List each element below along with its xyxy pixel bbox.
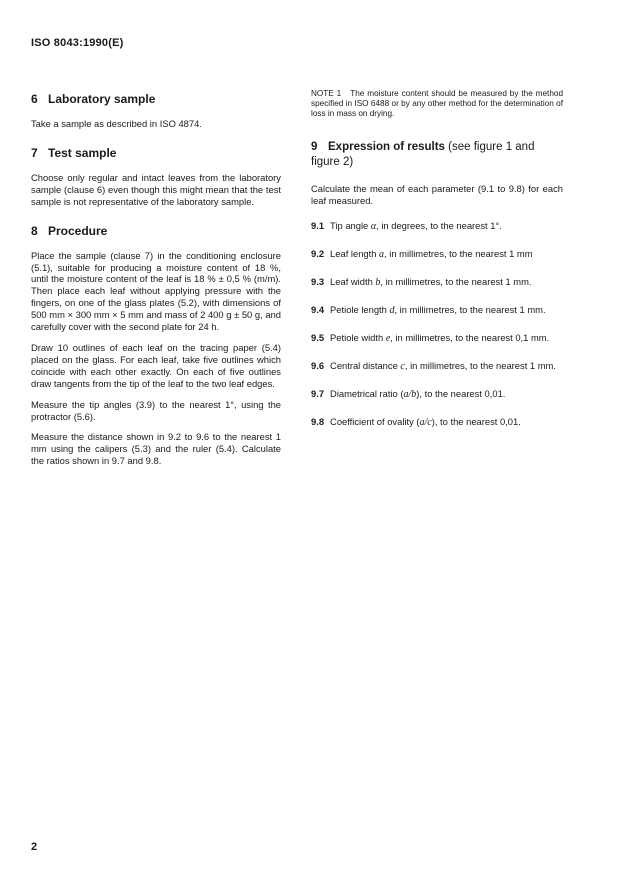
- result-item-text: Petiole length: [330, 304, 390, 316]
- section-7-title: Test sample: [48, 145, 117, 160]
- result-item: [311, 332, 563, 345]
- result-item-number: 9.5: [311, 332, 325, 344]
- result-item-text: Coefficient of ovality (: [330, 415, 420, 427]
- result-item-text: ), to the nearest 0,01.: [416, 387, 506, 399]
- result-item-text: , in millimetres, to the nearest 1 mm.: [404, 359, 556, 371]
- result-item-symbol: α: [370, 221, 377, 233]
- procedure-paragraph: Measure the tip angles (3.9) to the nearest 1°, using the protractor (5.6).: [31, 398, 281, 422]
- right-column: [311, 89, 563, 444]
- section-8-title: Procedure: [48, 223, 108, 238]
- result-item-symbol: c: [400, 360, 405, 372]
- result-item-text: , in degrees, to the nearest 1°.: [376, 220, 502, 232]
- section-7-text: Choose only regular and intact leaves from the laboratory sample (clause 6) even though this might mean that the test sample is not representative of the laboratory sample.: [31, 171, 281, 207]
- procedure-paragraph: Draw 10 outlines of each leaf on the tracing paper (5.4) placed on the glass. For each leaf, take five outlines which coincide with each other exactly. On each of five outlines draw tangents from the tip of the leaf to the two leaf edges.: [31, 341, 281, 389]
- result-item-text: ), to the nearest 0,01.: [431, 415, 521, 427]
- result-item-text: Petiole width: [330, 332, 386, 344]
- result-item: [311, 360, 563, 373]
- result-item-text: Diametrical ratio (: [330, 387, 404, 399]
- section-6-text: Take a sample as described in ISO 4874.: [31, 118, 202, 129]
- section-8-heading: [31, 224, 281, 239]
- section-9-number: 9: [311, 140, 318, 153]
- result-item-number: 9.7: [311, 387, 325, 399]
- result-item-text: , in millimetres, to the nearest 1 mm.: [394, 304, 546, 316]
- result-item-text: Central distance: [330, 359, 401, 371]
- section-8: [31, 224, 281, 468]
- procedure-paragraph: Measure the distance shown in 9.2 to 9.6 to the nearest 1 mm using the calipers (5.3) and the ruler (5.4). Calculate the ratios shown in 9.7 and 9.8.: [31, 431, 281, 467]
- result-item: [311, 388, 563, 401]
- section-9-title-reference: (see figure 1 and figure 2): [311, 140, 535, 168]
- left-column: [31, 92, 281, 483]
- result-item-symbol: a/b: [403, 388, 417, 400]
- section-6-title: Laboratory sample: [48, 92, 156, 106]
- result-item-number: 9.3: [311, 276, 325, 288]
- result-item-symbol: a/c: [419, 416, 432, 428]
- result-items: [311, 220, 563, 428]
- section-7-number: 7: [31, 145, 38, 160]
- result-item-text: Tip angle: [330, 220, 371, 232]
- section-6: [31, 92, 281, 130]
- section-7: [31, 146, 281, 208]
- note-label: NOTE 1: [311, 89, 342, 98]
- document-header: ISO 8043:1990(E): [31, 37, 124, 49]
- result-item-symbol: a: [379, 249, 385, 261]
- result-item-symbol: b: [375, 277, 381, 289]
- result-item: [311, 276, 563, 289]
- section-8-number: 8: [31, 223, 38, 238]
- section-6-heading: [31, 92, 281, 107]
- result-item-text: , in millimetres, to the nearest 0,1 mm.: [390, 332, 550, 344]
- result-item-number: 9.2: [311, 248, 325, 260]
- section-9-intro: Calculate the mean of each parameter (9.1 to 9.8) for each leaf measured.: [311, 182, 563, 206]
- section-9-title: Expression of results: [328, 140, 445, 153]
- result-item-symbol: d: [389, 305, 395, 317]
- result-item: [311, 416, 563, 429]
- result-item-number: 9.4: [311, 304, 325, 316]
- result-item-text: Leaf length: [330, 248, 380, 260]
- section-9-heading: [311, 140, 563, 170]
- result-item-number: 9.1: [311, 220, 325, 232]
- result-item-number: 9.8: [311, 415, 325, 427]
- procedure-paragraph: Place the sample (clause 7) in the conditioning enclosure (5.1), suitable for producing a moisture content of 18 %, until the moisture content of the leaf is 18 % ± 0,5 % (m/m). Then place each leaf without applying pressure with the fingers, on one of the glass plates (5.2), with dimensions of 500 mm × 300 mm × 5 mm and mass of 2 400 g ± 50 g, and carefully cover with the second plate for 24 h.: [31, 249, 281, 333]
- result-item-number: 9.6: [311, 359, 325, 371]
- result-item: [311, 220, 563, 233]
- section-7-heading: [31, 146, 281, 161]
- note-text: The moisture content should be measured by the method specified in ISO 6488 or by any other method for the determination of loss in mass on drying.: [311, 89, 563, 119]
- result-item-text: , in millimetres, to the nearest 1 mm: [384, 248, 533, 260]
- result-item-text: , in millimetres, to the nearest 1 mm.: [380, 276, 532, 288]
- note-1: [311, 89, 563, 120]
- result-item: [311, 248, 563, 261]
- result-item-text: Leaf width: [330, 276, 376, 288]
- result-item: [311, 304, 563, 317]
- result-item-symbol: e: [385, 333, 391, 345]
- section-6-number: 6: [31, 92, 38, 106]
- page-number: 2: [31, 841, 38, 853]
